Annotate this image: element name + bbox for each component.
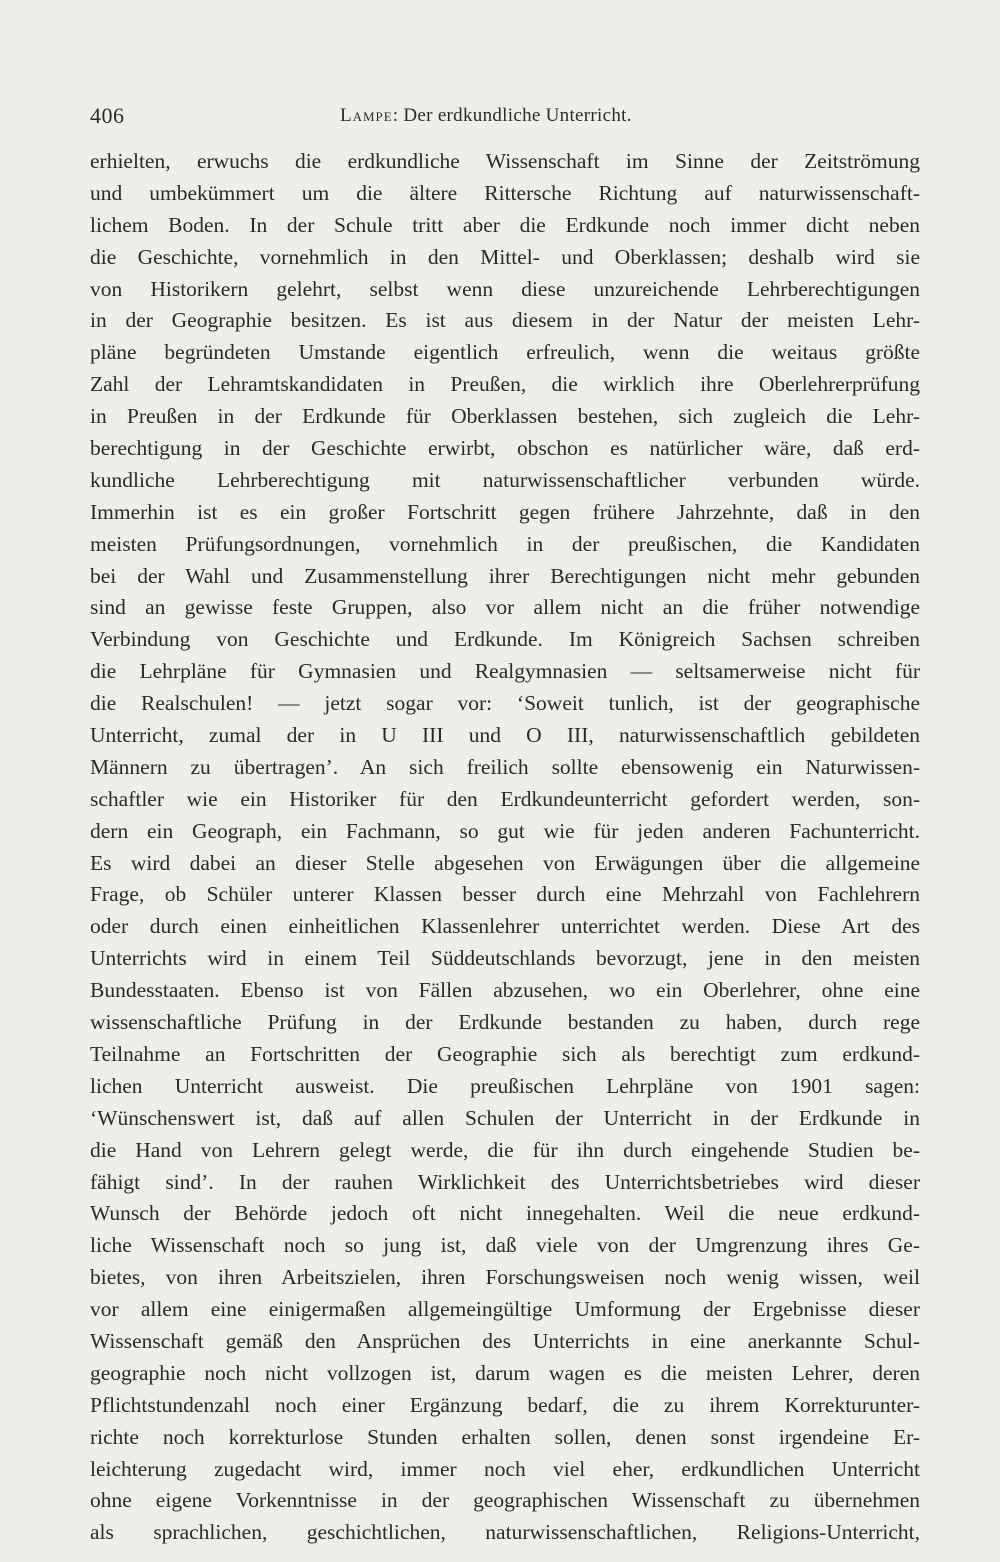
text-line: geographie noch nicht vollzogen ist, darum wagen es die meisten Lehrer, deren xyxy=(90,1360,920,1385)
text-line: Wissenschaft gemäß den Ansprüchen des Unterrichts in eine anerkannte Schul- xyxy=(90,1328,920,1353)
text-line: Zahl der Lehramtskandidaten in Preußen, die wirklich ihre Oberlehrerprüfung xyxy=(90,372,920,397)
text-line: die Realschulen! — jetzt sogar vor: ‘Soweit tunlich, ist der geographische xyxy=(90,691,920,716)
text-line: bietes, von ihren Arbeitszielen, ihren Forschungsweisen noch wenig wissen, weil xyxy=(90,1265,920,1290)
text-line: oder durch einen einheitlichen Klassenlehrer unterrichtet werden. Diese Art des xyxy=(90,914,920,939)
text-line: dern ein Geograph, ein Fachmann, so gut wie für jeden anderen Fachunterricht. xyxy=(90,818,920,843)
text-line: und umbekümmert um die ältere Rittersche Richtung auf naturwissenschaft- xyxy=(90,180,920,205)
text-line: sind an gewisse feste Gruppen, also vor allem nicht an die früher notwendige xyxy=(90,595,920,620)
text-line: die Geschichte, vornehmlich in den Mittel- und Oberklassen; deshalb wird sie xyxy=(90,244,920,269)
text-line: erhielten, erwuchs die erdkundliche Wissenschaft im Sinne der Zeitströmung xyxy=(90,149,920,173)
text-line: schaftler wie ein Historiker für den Erdkundeunterricht gefordert werden, son- xyxy=(90,786,920,811)
text-line: von Historikern gelehrt, selbst wenn diese unzureichende Lehrberechtigungen xyxy=(90,276,920,301)
text-line: in der Geographie besitzen. Es ist aus diesem in der Natur der meisten Lehr- xyxy=(90,308,920,333)
text-line: die Lehrpläne für Gymnasien und Realgymnasien — seltsamerweise nicht für xyxy=(90,659,920,684)
text-line: Unterrichts wird in einem Teil Süddeutschlands bevorzugt, jene in den meisten xyxy=(90,946,920,971)
text-line: Verbindung von Geschichte und Erdkunde. Im Königreich Sachsen schreiben xyxy=(90,627,920,652)
running-head xyxy=(90,103,920,131)
text-line: als sprachlichen, geschichtlichen, naturwissenschaftlichen, Religions-Unterricht, xyxy=(90,1520,920,1545)
running-title xyxy=(340,105,632,127)
text-line: Bundesstaaten. Ebenso ist von Fällen abzusehen, wo ein Oberlehrer, ohne eine xyxy=(90,978,920,1003)
text-line: pläne begründeten Umstande eigentlich erfreulich, wenn die weitaus größte xyxy=(90,340,920,365)
text-line: kundliche Lehrberechtigung mit naturwissenschaftlicher verbunden würde. xyxy=(90,467,920,492)
text-line: Unterricht, zumal der in U III und O III, naturwissenschaftlich gebildeten xyxy=(90,723,920,748)
text-line: meisten Prüfungsordnungen, vornehmlich in der preußischen, die Kandidaten xyxy=(90,531,920,556)
text-line: Männern zu übertragen’. An sich freilich sollte ebensowenig ein Naturwissen- xyxy=(90,754,920,779)
page-number: 406 xyxy=(90,103,125,128)
text-line: lichen Unterricht ausweist. Die preußischen Lehrpläne von 1901 sagen: xyxy=(90,1073,920,1098)
body-text xyxy=(90,146,920,1549)
text-line: richte noch korrekturlose Stunden erhalten sollen, denen sonst irgendeine Er- xyxy=(90,1424,920,1449)
text-line: vor allem eine einigermaßen allgemeingültige Umformung der Ergebnisse dieser xyxy=(90,1297,920,1322)
text-line: Pflichtstundenzahl noch einer Ergänzung bedarf, die zu ihrem Korrekturunter- xyxy=(90,1392,920,1417)
author-name: Lampe xyxy=(340,105,393,126)
article-title: Der erdkundliche Unterricht. xyxy=(403,105,632,126)
text-line: fähigt sind’. In der rauhen Wirklichkeit des Unterrichtsbetriebes wird dieser xyxy=(90,1169,920,1194)
text-line: wissenschaftliche Prüfung in der Erdkunde bestanden zu haben, durch rege xyxy=(90,1010,920,1035)
text-line: in Preußen in der Erdkunde für Oberklassen bestehen, sich zugleich die Lehr- xyxy=(90,404,920,429)
text-line: leichterung zugedacht wird, immer noch viel eher, erdkundlichen Unterricht xyxy=(90,1456,920,1481)
text-line: lichem Boden. In der Schule tritt aber die Erdkunde noch immer dicht neben xyxy=(90,212,920,237)
text-line: Teilnahme an Fortschritten der Geographie sich als berechtigt zum erdkund- xyxy=(90,1041,920,1066)
text-line: Wunsch der Behörde jedoch oft nicht innegehalten. Weil die neue erdkund- xyxy=(90,1201,920,1226)
text-line: ohne eigene Vorkenntnisse in der geographischen Wissenschaft zu übernehmen xyxy=(90,1488,920,1513)
text-line: Es wird dabei an dieser Stelle abgesehen von Erwägungen über die allgemeine xyxy=(90,850,920,875)
text-line: Frage, ob Schüler unterer Klassen besser durch eine Mehrzahl von Fachlehrern xyxy=(90,882,920,907)
title-separator: : xyxy=(392,105,399,126)
text-line: die Hand von Lehrern gelegt werde, die für ihn durch eingehende Studien be- xyxy=(90,1137,920,1162)
text-line: liche Wissenschaft noch so jung ist, daß viele von der Umgrenzung ihres Ge- xyxy=(90,1233,920,1258)
text-line: Immerhin ist es ein großer Fortschritt gegen frühere Jahrzehnte, daß in den xyxy=(90,499,920,524)
text-line: ‘Wünschenswert ist, daß auf allen Schulen der Unterricht in der Erdkunde in xyxy=(90,1105,920,1130)
text-line: bei der Wahl und Zusammenstellung ihrer Berechtigungen nicht mehr gebunden xyxy=(90,563,920,588)
text-line: berechtigung in der Geschichte erwirbt, obschon es natürlicher wäre, daß erd- xyxy=(90,436,920,461)
